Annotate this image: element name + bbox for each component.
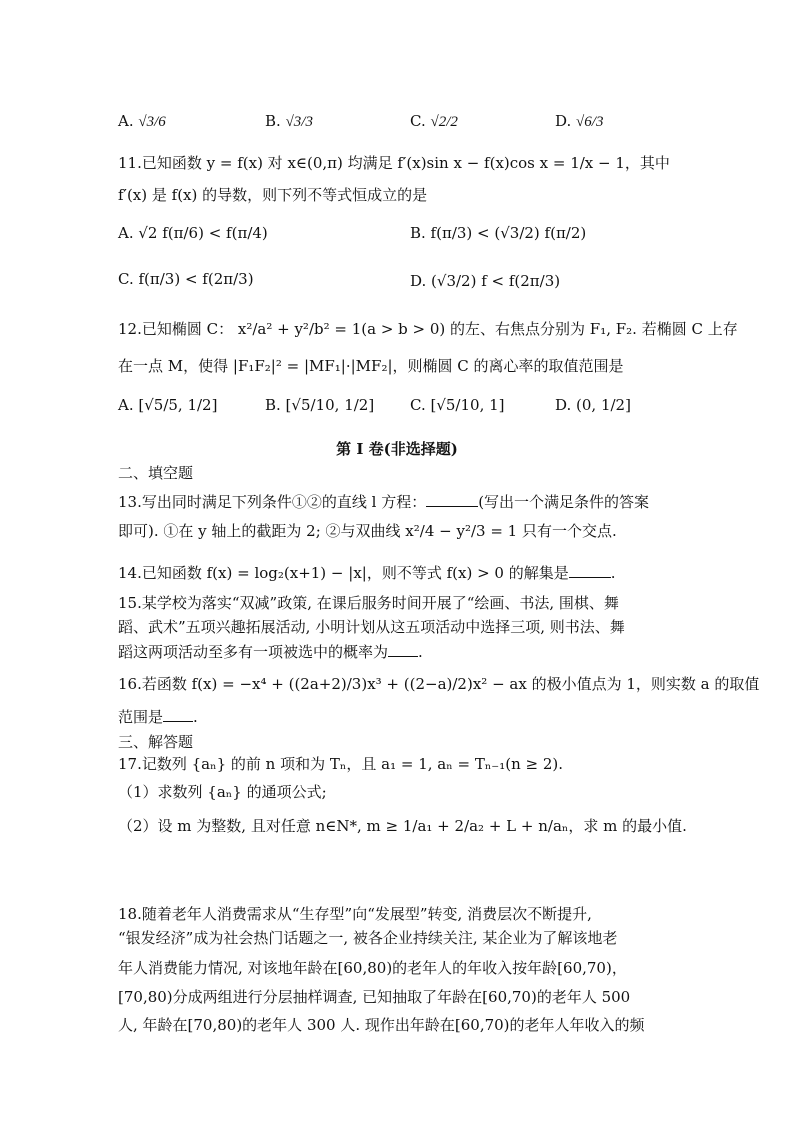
- q11-option-c: C. f(π/3) < f(2π/3): [118, 270, 254, 288]
- q11-stem-line2: f′(x) 是 f(x) 的导数，则下列不等式恒成立的是: [118, 186, 428, 204]
- q10-option-c-value: √2/2: [430, 114, 458, 130]
- q12-option-d: D. (0, 1/2]: [555, 396, 631, 414]
- q10-option-d-value: √6/3: [576, 114, 604, 130]
- q15-answer-blank: [388, 640, 418, 657]
- q16-end: .: [193, 708, 198, 726]
- q12-stem-line1: 12.已知椭圆 C： x²/a² + y²/b² = 1(a > b > 0) 的左、右焦点分别为 F₁, F₂. 若椭圆 C 上存: [118, 320, 738, 338]
- q15-line3-text: 蹈这两项活动至多有一项被选中的概率为: [118, 643, 389, 661]
- q13-answer-blank: [426, 490, 478, 507]
- q10-option-c-label: C.: [410, 112, 426, 130]
- q14-text: 14.已知函数 f(x) = log₂(x+1) − |x|，则不等式 f(x) > 0 的解集是: [118, 564, 569, 582]
- q18-line5: 人, 年龄在[70,80)的老年人 300 人. 现作出年龄在[60,70)的老年人年收入的频: [118, 1016, 645, 1034]
- q14-line: [118, 561, 616, 584]
- q12-option-a: A. [√5/5, 1/2]: [118, 396, 218, 414]
- q16-answer-blank: [163, 705, 193, 722]
- q10-option-b-value: √3/3: [285, 114, 313, 130]
- q11-option-d: D. (√3/2) f < f(2π/3): [410, 272, 561, 290]
- q10-option-a-label: A.: [118, 112, 134, 130]
- q13-line2: 即可). ①在 y 轴上的截距为 2; ②与双曲线 x²/4 − y²/3 = 1 只有一个交点.: [118, 522, 617, 540]
- q18-line4: [70,80)分成两组进行分层抽样调查, 已知抽取了年龄在[60,70)的老年人 500: [118, 988, 631, 1006]
- q12-option-c: C. [√5/10, 1]: [410, 396, 505, 414]
- q15-line2: 蹈、武术”五项兴趣拓展活动, 小明计划从这五项活动中选择三项, 则书法、舞: [118, 618, 625, 636]
- q11-stem-line1: 11.已知函数 y = f(x) 对 x∈(0,π) 均满足 f′(x)sin x − f(x)cos x = 1/x − 1，其中: [118, 154, 670, 172]
- q14-end: .: [610, 564, 616, 582]
- q10-option-c: [410, 110, 458, 133]
- q18-line2: “银发经济”成为社会热门话题之一, 被各企业持续关注, 某企业为了解该地老: [118, 929, 618, 947]
- q18-line3: 年人消费能力情况, 对该地年龄在[60,80)的老年人的年收入按年龄[60,70)，: [118, 959, 627, 977]
- q10-option-a: [118, 110, 166, 133]
- q12-stem-line2: 在一点 M，使得 |F₁F₂|² = |MF₁|·|MF₂|，则椭圆 C 的离心率的取值范围是: [118, 357, 624, 375]
- q17-line1: 17.记数列 {aₙ} 的前 n 项和为 Tₙ，且 a₁ = 1, aₙ = Tₙ₋₁(n ≥ 2).: [118, 755, 564, 773]
- q16-line1: 16.若函数 f(x) = −x⁴ + ((2a+2)/3)x³ + ((2−a)/2)x² − ax 的极小值点为 1，则实数 a 的取值: [118, 675, 760, 693]
- section-fill-in-heading: 二、填空题: [118, 464, 194, 482]
- q12-option-b: B. [√5/10, 1/2]: [265, 396, 375, 414]
- q16-line2-text: 范围是: [118, 708, 164, 726]
- q13-line1-tail: (写出一个满足条件的答案: [478, 493, 650, 511]
- q10-option-b-label: B.: [265, 112, 281, 130]
- q10-option-d: [555, 110, 603, 133]
- q10-option-b: [265, 110, 313, 133]
- q15-line1: 15.某学校为落实“双减”政策, 在课后服务时间开展了“绘画、书法, 围棋、舞: [118, 594, 619, 612]
- q13-line1: [118, 490, 649, 513]
- q10-option-d-label: D.: [555, 112, 572, 130]
- q17-part1: （1）求数列 {aₙ} 的通项公式;: [118, 783, 327, 801]
- q16-line2: [118, 705, 198, 728]
- q15-end: .: [418, 643, 423, 661]
- q13-line1-text: 13.写出同时满足下列条件①②的直线 l 方程：: [118, 493, 427, 511]
- section-title: 第 I 卷(非选择题): [336, 440, 458, 458]
- section-solution-heading: 三、解答题: [118, 733, 194, 751]
- q18-line1: 18.随着老年人消费需求从“生存型”向“发展型”转变, 消费层次不断提升,: [118, 905, 592, 923]
- q11-option-b: B. f(π/3) < (√3/2) f(π/2): [410, 224, 587, 242]
- q11-option-a: A. √2 f(π/6) < f(π/4): [118, 224, 268, 242]
- q17-part2: （2）设 m 为整数, 且对任意 n∈N*, m ≥ 1/a₁ + 2/a₂ + L + n/aₙ，求 m 的最小值.: [118, 817, 687, 835]
- q10-option-a-value: √3/6: [138, 114, 166, 130]
- q15-line3: [118, 640, 423, 663]
- q14-answer-blank: [569, 561, 611, 578]
